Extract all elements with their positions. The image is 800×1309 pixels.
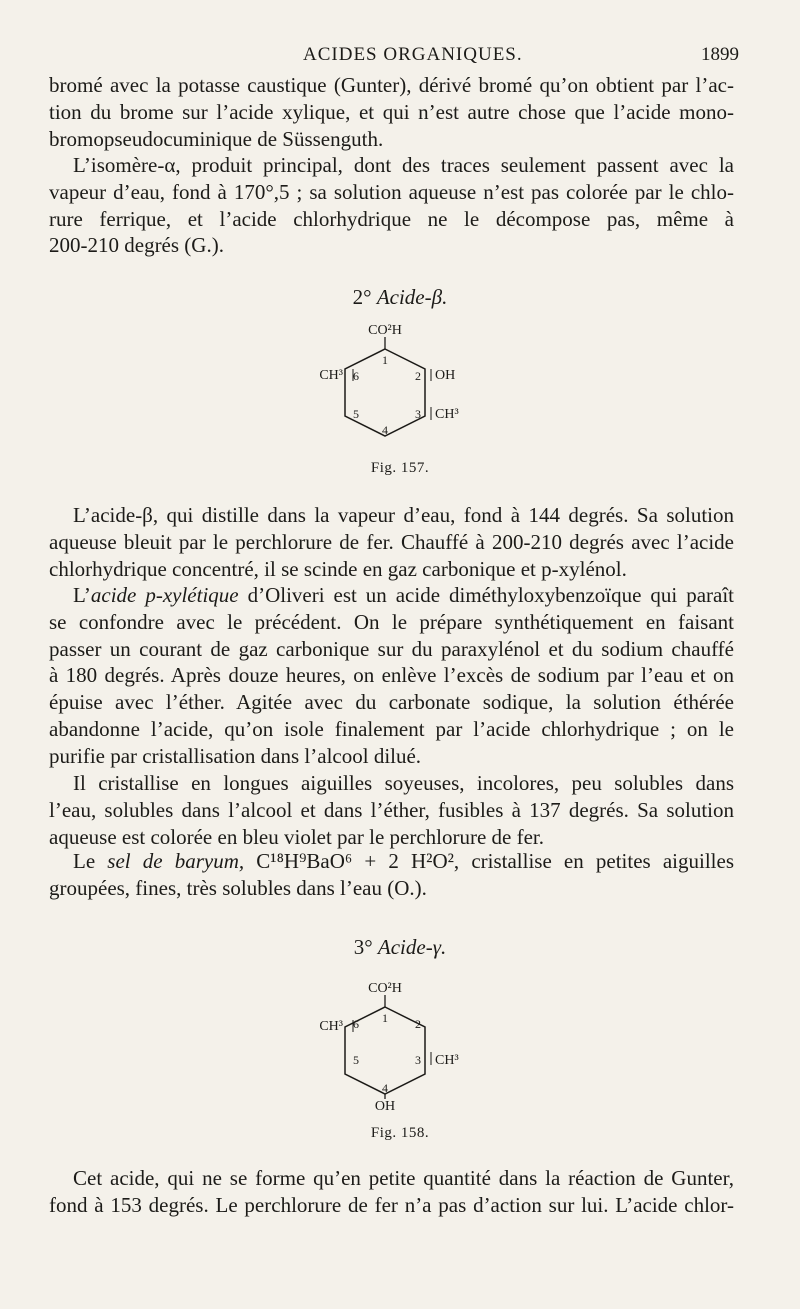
- text-line: chlorhydrique concentré, il se scinde en gaz carbonique et p-xylénol.: [49, 556, 627, 581]
- text-line: se confondre avec le précédent. On le prépare synthétiquement en faisant: [49, 609, 734, 634]
- running-title: ACIDES ORGANIQUES.: [303, 44, 523, 65]
- position-number: 2: [415, 1017, 421, 1031]
- paragraph-isomer-alpha: [49, 152, 734, 259]
- text-line: rure ferrique, et l’acide chlorhydrique ne le décompose pas, même à: [49, 206, 734, 231]
- benzene-ring-diagram: [300, 322, 500, 447]
- benzene-ring-diagram: [300, 980, 500, 1110]
- substituent-left-upper: CH³: [319, 1019, 343, 1034]
- position-number: 2: [415, 369, 421, 383]
- text-line: 200-210 degrés (G.).: [49, 233, 224, 258]
- substituent-top: CO²H: [368, 323, 402, 338]
- text-line: abandonne l’acide, qu’on isole finalement par l’acide chlorhydrique ; on le: [49, 716, 734, 741]
- text-line: à 180 degrés. Après douze heures, on enlève l’excès de sodium par l’eau et on: [49, 663, 734, 688]
- text-line: fond à 153 degrés. Le perchlorure de fer n’a pas d’action sur lui. L’acide chlor-: [49, 1192, 734, 1217]
- position-number: 3: [415, 407, 421, 421]
- position-number: 1: [382, 353, 388, 367]
- figure-158-benzene-ring: [300, 980, 500, 1110]
- text-line: aqueuse bleuit par le perchlorure de fer. Chauffé à 200-210 degrés avec l’acide: [49, 529, 734, 554]
- position-number: 4: [382, 1081, 388, 1095]
- text-line: [49, 848, 734, 875]
- position-number: 6: [353, 1017, 359, 1031]
- text-line: L’acide-β, qui distille dans la vapeur d’eau, fond à 144 degrés. Sa solution: [73, 503, 734, 527]
- text-line: bromopseudocuminique de Süssenguth.: [49, 126, 384, 151]
- substituent-right-upper: OH: [435, 368, 456, 383]
- substituent-left-upper: CH³: [319, 368, 343, 383]
- text-line: [49, 582, 734, 609]
- paragraph-p-xyletic-acid: [49, 582, 734, 770]
- substituent-right-lower: CH³: [435, 1053, 459, 1068]
- section-number: 2°: [352, 285, 372, 309]
- text-line: l’eau, solubles dans l’alcool et dans l’éther, fusibles à 137 degrés. Sa solution: [49, 797, 734, 822]
- text-fragment: Le: [73, 849, 108, 873]
- text-line: purifie par cristallisation dans l’alcool dilué.: [49, 743, 422, 768]
- page-number: 1899: [701, 44, 739, 65]
- paragraph-acid-beta: [49, 502, 734, 582]
- section-number: 3°: [353, 935, 373, 959]
- figure-157-caption: Fig. 157.: [370, 460, 430, 476]
- text-line: tion du brome sur l’acide xylique, et qui n’est autre chose que l’acide mono-: [49, 99, 734, 124]
- paragraph-barium-salt: [49, 848, 734, 902]
- text-line: Il cristallise en longues aiguilles soyeuses, incolores, peu solubles dans: [73, 771, 734, 795]
- position-number: 3: [415, 1053, 421, 1067]
- text-line: L’isomère-α, produit principal, dont des traces seulement passent avec la: [73, 153, 734, 177]
- text-fragment: L’: [73, 583, 91, 607]
- text-fragment: cristallise en petites aiguilles: [459, 849, 735, 873]
- text-line: Cet acide, qui ne se forme qu’en petite quantité dans la réaction de Gunter,: [73, 1166, 734, 1190]
- substituent-top: CO²H: [368, 981, 402, 996]
- section-name: Acide-γ.: [377, 935, 447, 959]
- italic-term: sel de baryum,: [107, 849, 245, 873]
- position-number: 1: [382, 1011, 388, 1025]
- paragraph-bromo: [49, 72, 734, 152]
- position-number: 5: [353, 1053, 359, 1067]
- section-heading-acid-gamma: [0, 935, 800, 960]
- text-line: passer un courant de gaz carbonique sur du paraxylénol et du sodium chauffé: [49, 636, 734, 661]
- text-line: aqueuse est colorée en bleu violet par le perchlorure de fer.: [49, 824, 545, 849]
- chemical-formula: C¹⁸H⁹BaO⁶ + 2 H²O²,: [256, 849, 460, 873]
- text-line: bromé avec la potasse caustique (Gunter), dérivé bromé qu’on obtient par l’ac-: [49, 73, 734, 97]
- substituent-right-lower: CH³: [435, 407, 459, 422]
- position-number: 6: [353, 369, 359, 383]
- figure-157-benzene-ring: [300, 322, 500, 447]
- section-heading-acid-beta: [0, 285, 800, 310]
- italic-term: acide p-xylétique: [90, 583, 239, 607]
- text-line: vapeur d’eau, fond à 170°,5 ; sa solution aqueuse n’est pas colorée par le chlo-: [49, 179, 734, 204]
- position-number: 4: [382, 423, 388, 437]
- text-fragment: d’Oliveri est un acide diméthyloxybenzoïque qui paraît: [238, 583, 734, 607]
- text-line: groupées, fines, très solubles dans l’eau (O.).: [49, 875, 427, 900]
- paragraph-acid-gamma: [49, 1165, 734, 1219]
- figure-158-caption: Fig. 158.: [370, 1125, 430, 1141]
- text-line: épuise avec l’éther. Agitée avec du carbonate sodique, la solution éthérée: [49, 690, 734, 715]
- page-header: [0, 40, 800, 70]
- section-name: Acide-β.: [376, 285, 448, 309]
- position-number: 5: [353, 407, 359, 421]
- paragraph-crystallization: [49, 770, 734, 850]
- substituent-bottom: OH: [374, 1099, 396, 1110]
